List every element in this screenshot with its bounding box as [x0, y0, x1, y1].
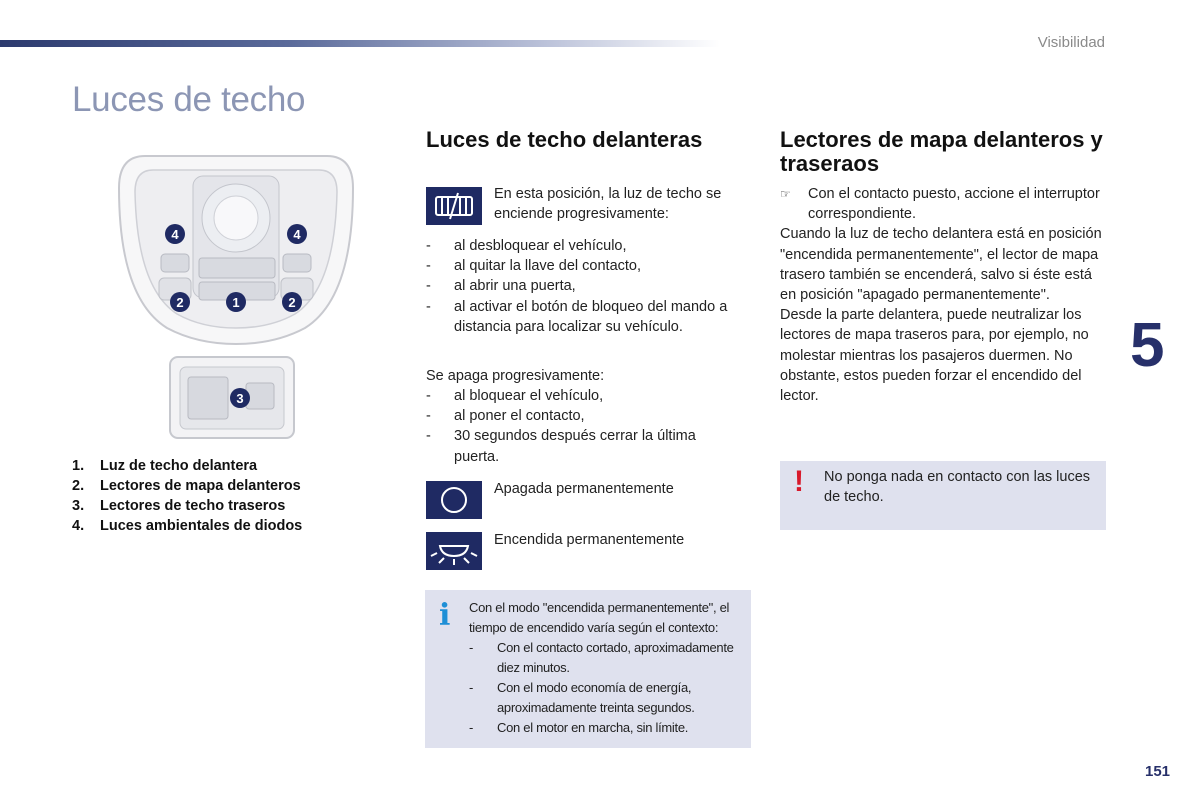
on-position-text: Encendida permanentemente: [494, 532, 685, 548]
list-item: - al bloquear el vehículo,: [426, 386, 726, 406]
rear-light-diagram: [168, 355, 296, 440]
legend-item: 4. Luces ambientales de diodos: [72, 518, 303, 534]
hand-pointer-icon: ☞: [780, 187, 791, 201]
front-lights-title: Luces de techo delanteras: [426, 127, 703, 152]
svg-text:2: 2: [288, 295, 296, 310]
legend-item: 1. Luz de techo delantera: [72, 458, 258, 474]
legend-list: [72, 456, 302, 536]
callout-1: [226, 292, 246, 312]
info-icon: i: [439, 598, 451, 633]
callout-2-left: [170, 292, 190, 312]
callout-4-left: [165, 224, 185, 244]
on-conditions-list: [426, 236, 751, 337]
callout-4-right: [287, 224, 307, 244]
callout-2-right: [282, 292, 302, 312]
door-position-text: En esta posición, la luz de techo se enciende progresivamente:: [494, 186, 722, 223]
map-readers-title: Lectores de mapa delanteros y traseraos: [780, 127, 1103, 176]
front-console-diagram: [115, 148, 357, 348]
map-paragraph-2: Desde la parte delantera, puede neutralizar los lectores de mapa traseros para, por ejemplo, no molestar mientras los pasajeros duermen. No obstante, estos pueden forzar el encendido del lector.: [780, 307, 1089, 405]
warning-text: No ponga nada en contacto con las luces de techo.: [824, 469, 1091, 505]
svg-text:4: 4: [293, 227, 301, 242]
page-title: Luces de techo: [72, 80, 306, 119]
warning-icon: !: [794, 465, 804, 498]
svg-text:3: 3: [236, 391, 244, 406]
list-item: - al activar el botón de bloqueo del mando a distancia para localizar su vehículo.: [426, 297, 751, 337]
list-item: - al poner el contacto,: [426, 406, 726, 426]
info-list: [469, 638, 745, 738]
section-label: Visibilidad: [1037, 34, 1105, 51]
list-item: - Con el motor en marcha, sin límite.: [469, 718, 745, 738]
light-on-icon: [426, 532, 482, 570]
svg-text:1: 1: [232, 295, 240, 310]
list-item: - Con el modo economía de energía, aproximadamente treinta segundos.: [469, 678, 745, 718]
map-readers-body: [780, 184, 1110, 406]
svg-text:2: 2: [176, 295, 184, 310]
legend-item: 2. Lectores de mapa delanteros: [72, 478, 301, 494]
list-item: - 30 segundos después cerrar la última puerta.: [426, 426, 726, 466]
off-conditions-list: [426, 386, 726, 467]
chapter-number: 5: [1130, 311, 1165, 380]
circle-off-icon: [426, 481, 482, 519]
map-paragraph-1: Cuando la luz de techo delantera está en posición "encendida permanentemente", el lector de mapa trasero también se encenderá, salvo si éste está en posición "apagado permanentemente".: [780, 226, 1102, 304]
off-position-text: Apagada permanentemente: [494, 481, 674, 497]
page-number: 151: [1145, 763, 1171, 780]
info-box: [425, 590, 751, 748]
instruction-bullet: ☞ Con el contacto puesto, accione el interruptor correspondiente.: [780, 184, 1110, 224]
header-bar: [0, 40, 720, 47]
svg-text:4: 4: [171, 227, 179, 242]
list-item: - al desbloquear el vehículo,: [426, 236, 751, 256]
warning-box: [780, 461, 1106, 530]
list-item: - Con el contacto cortado, aproximadamente diez minutos.: [469, 638, 745, 678]
off-intro: Se apaga progresivamente:: [426, 368, 605, 384]
list-item: - al quitar la llave del contacto,: [426, 256, 751, 276]
legend-item: 3. Lectores de techo traseros: [72, 498, 286, 514]
door-position-icon: [426, 187, 482, 225]
info-text: Con el modo "encendida permanentemente", el tiempo de encendido varía según el contexto: - Con el contacto cortado, aproximadamente diez minutos. - Con el modo economía de energía, aproximadamente treinta segundos. - Con el motor en marcha, sin límite.: [469, 598, 745, 738]
callout-3: [230, 388, 250, 408]
list-item: - al abrir una puerta,: [426, 276, 751, 296]
